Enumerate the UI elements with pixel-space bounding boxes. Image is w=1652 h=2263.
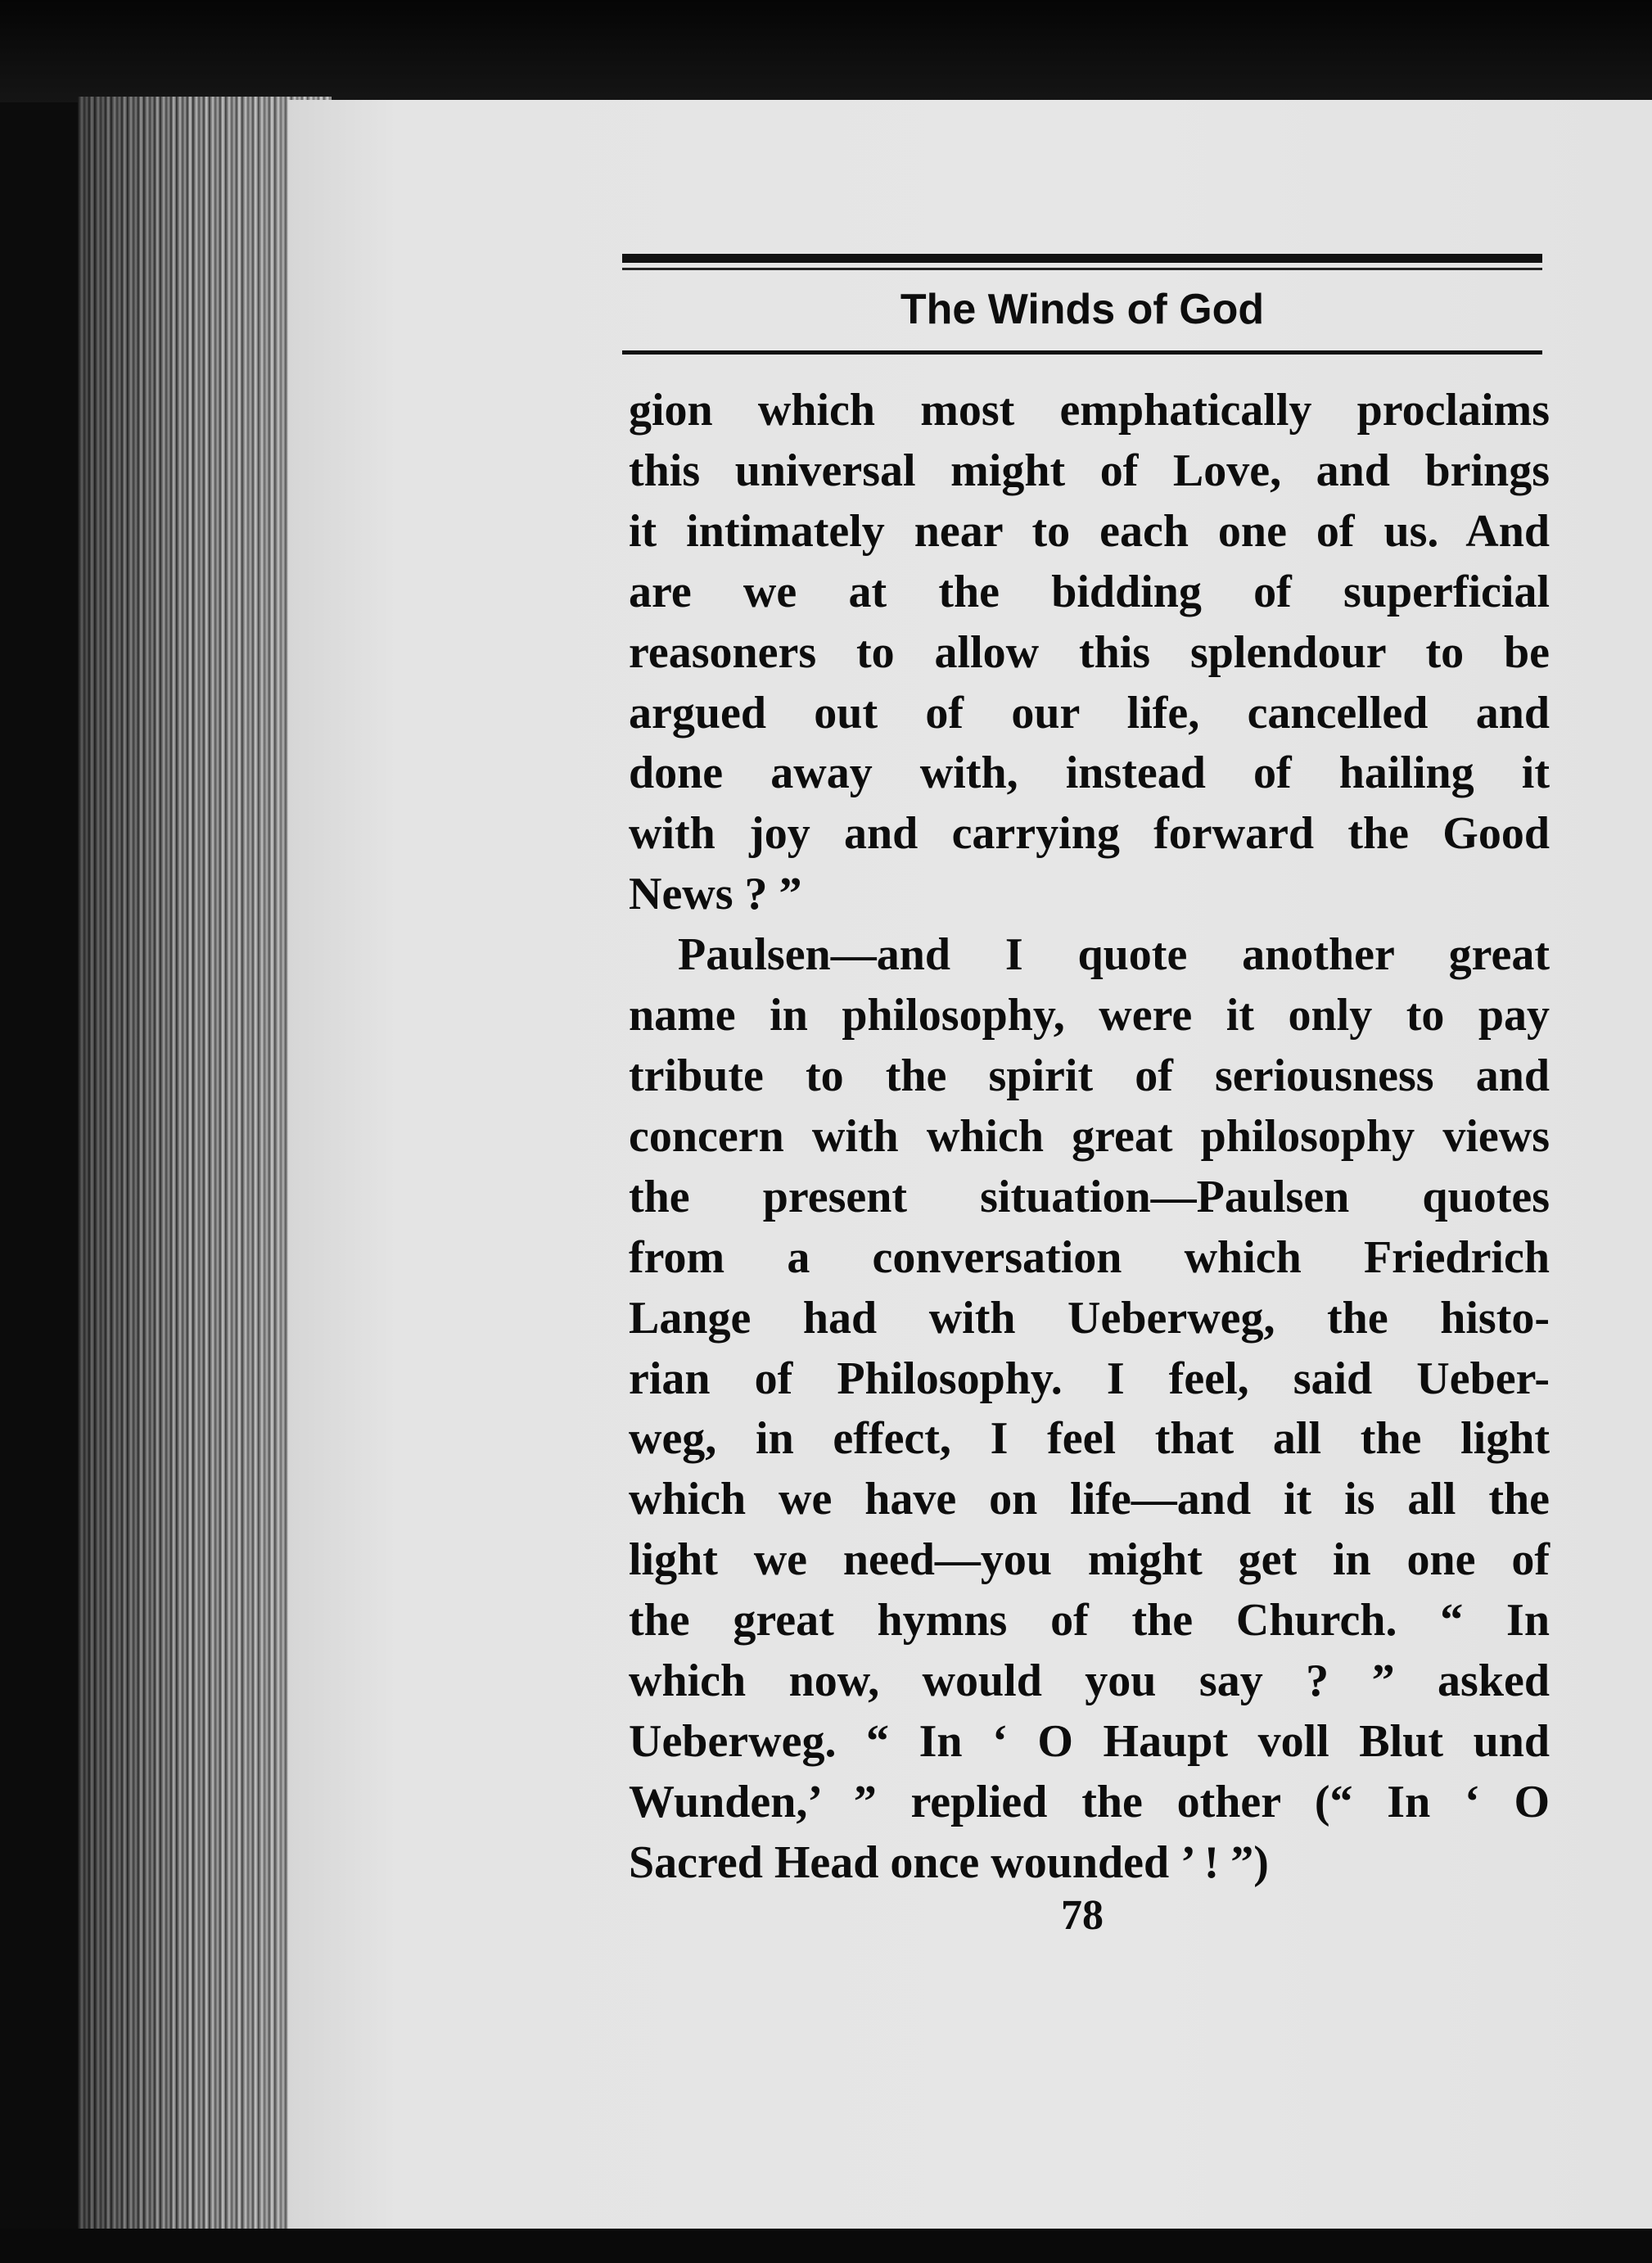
text-line: concern with which great philosophy views — [629, 1110, 1550, 1162]
paragraph-start-line: Paulsen—and I quote another great — [678, 929, 1550, 981]
text-line: Sacred Head once wounded ’ ! ”) — [629, 1836, 1269, 1888]
header-thick-rule — [622, 254, 1542, 263]
text-line: it intimately near to each one of us. And — [629, 505, 1550, 557]
text-line: Lange had with Ueberweg, the histo- — [629, 1292, 1550, 1344]
text-line: which now, would you say ? ” asked — [629, 1655, 1550, 1707]
text-line: light we need—you might get in one of — [629, 1534, 1550, 1586]
text-line: reasoners to allow this splendour to be — [629, 626, 1550, 678]
text-line: gion which most emphatically proclaims — [629, 385, 1550, 436]
header-thin-rule — [622, 268, 1542, 270]
text-line: with joy and carrying forward the Good — [629, 808, 1550, 860]
page-number: 78 — [1061, 1892, 1104, 1939]
text-line: rian of Philosophy. I feel, said Ueber- — [629, 1353, 1550, 1404]
text-line: the present situation—Paulsen quotes — [629, 1171, 1550, 1222]
text-line: tribute to the spirit of seriousness and — [629, 1050, 1550, 1101]
header-bottom-rule — [622, 350, 1542, 355]
text-line: Ueberweg. “ In ‘ O Haupt voll Blut und — [629, 1715, 1550, 1767]
text-line: Wunden,’ ” replied the other (“ In ‘ O — [629, 1776, 1550, 1827]
scan-top-shadow — [0, 0, 1652, 102]
running-head: The Winds of God — [900, 286, 1265, 333]
text-line: this universal might of Love, and brings — [629, 445, 1550, 496]
text-line: which we have on life—and it is all the — [629, 1474, 1550, 1525]
text-line: weg, in effect, I feel that all the light — [629, 1413, 1550, 1465]
text-line: the great hymns of the Church. “ In — [629, 1595, 1550, 1646]
body-text — [629, 381, 1550, 1894]
text-line: News ? ” — [629, 869, 802, 920]
text-line: argued out of our life, cancelled and — [629, 687, 1550, 739]
scan-bottom-shadow — [0, 2229, 1652, 2263]
text-line: are we at the bidding of superficial — [629, 566, 1550, 617]
text-line: name in philosophy, were it only to pay — [629, 990, 1550, 1041]
text-line: done away with, instead of hailing it — [629, 748, 1550, 799]
text-line: from a conversation which Friedrich — [629, 1231, 1550, 1283]
